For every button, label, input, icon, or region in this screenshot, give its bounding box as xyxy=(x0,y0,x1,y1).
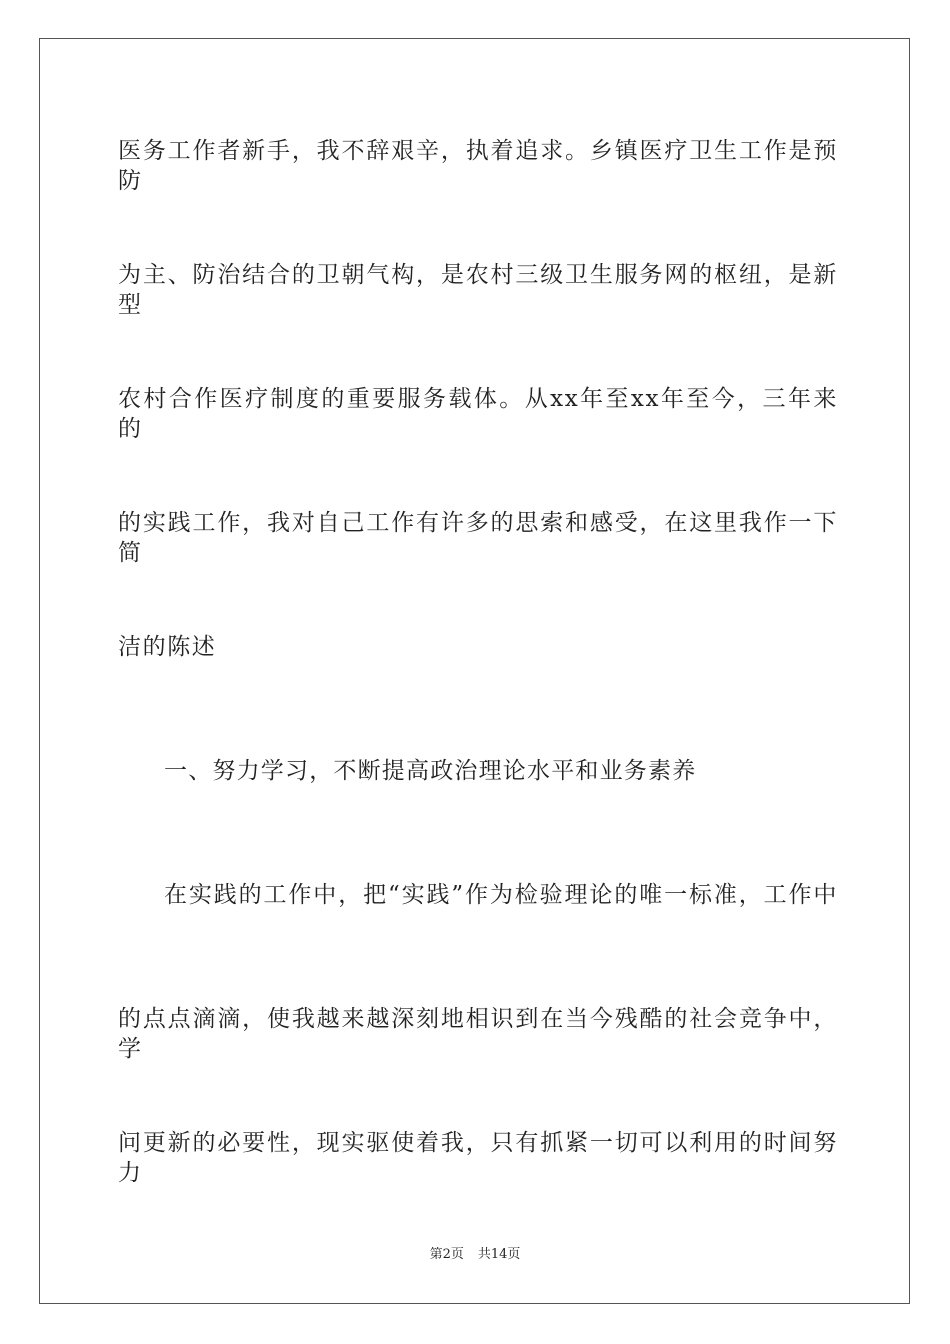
text-line-5: 洁的陈述 xyxy=(118,634,217,660)
page-footer xyxy=(0,1246,950,1264)
text-line-2: 为主、防治结合的卫朝气构，是农村三级卫生服务网的枢纽，是新型 xyxy=(118,262,838,318)
page-total: 共14页 xyxy=(477,1247,521,1262)
text-line-9: 问更新的必要性，现实驱使着我，只有抓紧一切可以利用的时间努力 xyxy=(118,1130,838,1186)
text-line-4: 的实践工作，我对自己工作有许多的思索和感受，在这里我作一下简 xyxy=(118,510,838,566)
text-line-3: 农村合作医疗制度的重要服务载体。从xx年至xx年至今，三年来的 xyxy=(118,386,838,442)
section-heading: 一、努力学习，不断提高政治理论水平和业务素养 xyxy=(164,758,697,784)
text-line-8: 的点点滴滴，使我越来越深刻地相识到在当今残酷的社会竞争中，学 xyxy=(118,1006,838,1062)
page-frame xyxy=(39,38,910,1304)
page-number: 第2页 xyxy=(429,1247,464,1262)
text-line-1: 医务工作者新手，我不辞艰辛，执着追求。乡镇医疗卫生工作是预防 xyxy=(118,138,838,194)
text-line-7: 在实践的工作中，把“实践”作为检验理论的唯一标准，工作中 xyxy=(164,882,838,908)
